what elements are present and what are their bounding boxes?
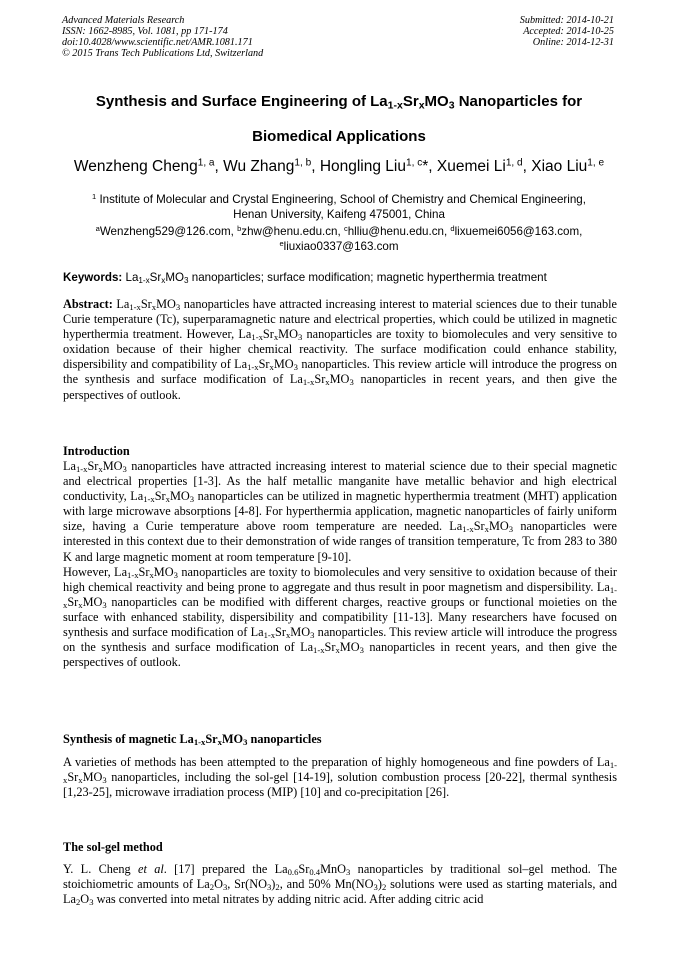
email-link[interactable]: hlliu@henu.edu.cn: [347, 225, 444, 238]
abstract-label: Abstract:: [63, 297, 113, 311]
paragraph: Y. L. Cheng et al. [17] prepared the $La_{0.6}Sr_{0.4}MnO_3$ nanoparticles by traditional sol–gel method. The stoichiometric amounts of $La_2O_3$, $Sr(NO_3)_2$, and 50% $Mn(NO_3)_2$ solutions were used as starting materials, and $La_2O_3$ was converted into metal nitrates by adding nitric acid. After adding citric acid: [63, 862, 618, 908]
abstract-text: $La_{1-x}Sr_xMO_3$ nanoparticles have attracted increasing interest to material sciences due to their tunable Curie temperature (Tc), superparamagnetic nature and electrical properties, which could be utilized in magnetic hyperthermia treatment. However, $La_{1-x}Sr_xMO_3$ nanoparticles are toxity to biomolecules and very sensitive to oxidation because of their higher chemical reactivity. The surface modification could enhance stability, dispersibility and compatibility of $La_{1-x}Sr_xMO_3$ nanoparticles. This review article will introduce the progress on the synthesis and surface modification of $La_{1-x}Sr_xMO_3$ nanoparticles in recent years, and then give the perspectives of outlook.: [63, 297, 618, 402]
author-list: Wenzheng Cheng$^{1, a}$, Wu Zhang$^{1, b}$, Hongling Liu$^{1, c}$*, Xuemei Li$^{1, d}$, Xiao Liu$^{1, e}$: [73, 157, 605, 175]
email-link[interactable]: Wenzheng529@126.com: [99, 225, 231, 238]
paper-title-line2: Biomedical Applications: [252, 128, 426, 145]
journal-doi: doi:10.4028/www.scientific.net/AMR.1081.171: [62, 37, 253, 48]
section-heading-introduction: Introduction: [63, 444, 130, 458]
paragraph: $La_{1-x}Sr_xMO_3$ nanoparticles have attracted increasing interest to material science due to their special magnetic and electrical properties [1-3]. As the half metallic manganite have metallic behavior and high electrical conductivity, $La_{1-x}Sr_xMO_3$ nanoparticles can be utilized in magnetic hyperthermia treatment (MHT) application with large microwave absorptions [4-8]. For hyperthermia application, magnetic nanoparticles of fairly uniform size, having a Curie temperature above room temperature are needed. $La_{1-x}Sr_xMO_3$ nanoparticles were interested in this context due to their demonstration of wide ranges of transition temperature, Tc from 283 to 380 K and large magnetic moment at room temperature [9-10].: [63, 459, 618, 564]
author-name: Wenzheng Cheng: [73, 158, 198, 175]
affiliation: $^1$ Institute of Molecular and Crystal Engineering, School of Chemistry and Chemical Engineering, Henan University, Kaifeng 475001, China: [92, 191, 586, 221]
submission-dates: [520, 15, 614, 48]
author-name: Wu Zhang: [223, 158, 295, 175]
email-link[interactable]: lixuemei6056@163.com: [454, 225, 580, 238]
author-name: Hongling Liu: [319, 158, 406, 175]
keywords: [63, 271, 618, 284]
paragraph: A varieties of methods has been attempted to the preparation of highly homogeneous and fine powders of $La_{1-x}Sr_xMO_3$ nanoparticles, including the sol-gel [14-19], solution combustion process [20-22], thermal synthesis [1,23-25], microwave irradiation process (MIP) [10] and co-precipitation [26].: [63, 755, 617, 800]
author-name: Xiao Liu: [531, 158, 588, 175]
solgel-body: [63, 862, 617, 907]
submitted-date: Submitted: 2014-10-21: [519, 15, 614, 26]
journal-copyright: © 2015 Trans Tech Publications Ltd, Switzerland: [62, 48, 264, 59]
section-heading-synthesis: Synthesis of magnetic $La_{1-x}Sr_xMO_3$ nanoparticles: [63, 732, 322, 748]
author-name: Xuemei Li: [436, 158, 506, 175]
journal-info: [62, 15, 263, 59]
email-link[interactable]: liuxiao0337@163.com: [283, 240, 399, 253]
abstract: [63, 297, 617, 403]
section-heading-solgel: The sol-gel method: [63, 840, 163, 854]
online-date: Online: 2014-12-31: [532, 37, 614, 48]
paragraph: However, $La_{1-x}Sr_xMO_3$ nanoparticles are toxity to biomolecules and very sensitive to oxidation because of their high chemical reactivity and being prone to aggregate and thus result in poor magnetism and dispersibility. $La_{1-x}Sr_xMO_3$ nanoparticles can be modified with different charges, reactive groups or functional moieties on the surface with enhanced stability, dispersibility and compatibility [11-13]. Many researchers have focused on synthesis and surface modification of $La_{1-x}Sr_xMO_3$ nanoparticles. This review article will introduce the progress on the synthesis and surface modification of $La_{1-x}Sr_xMO_3$ nanoparticles in recent years, and then give the perspectives of outlook.: [63, 564, 618, 670]
paper-title: Synthesis and Surface Engineering of $La_{1-x}Sr_xMO_3$ Nanoparticles for: [95, 93, 583, 112]
email-link[interactable]: zhw@henu.edu.cn: [241, 225, 338, 238]
author-emails: $^a$Wenzheng529@126.com, $^b$zhw@henu.edu.cn, $^c$hlliu@henu.edu.cn, $^d$lixuemei6056@163.com, $^e$liuxiao0337@163.com: [95, 223, 583, 253]
synthesis-body: [63, 755, 617, 800]
keywords-text: $La_{1-x}Sr_xMO_3$ nanoparticles; surface modification; magnetic hyperthermia treatment: [122, 271, 547, 286]
accepted-date: Accepted: 2014-10-25: [523, 26, 614, 37]
introduction-body: [63, 459, 617, 670]
keywords-label: Keywords:: [63, 271, 123, 284]
journal-issn: ISSN: 1662-8985, Vol. 1081, pp 171-174: [62, 26, 228, 37]
journal-name: Advanced Materials Research: [62, 15, 185, 26]
